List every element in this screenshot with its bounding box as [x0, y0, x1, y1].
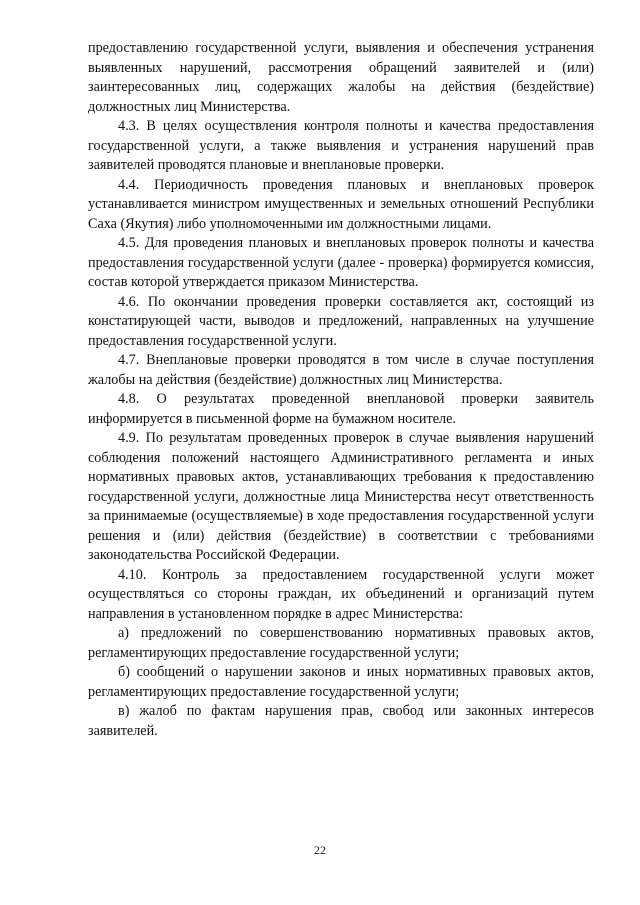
page-number: 22 — [314, 843, 326, 857]
paragraph-4-10: 4.10. Контроль за предоставлением государственной услуги может осуществляться со стороны граждан, их объединений и организаций путем направления в установленном порядке в адрес Министерства: — [88, 566, 594, 622]
document-body — [88, 39, 594, 741]
paragraph-continuation: предоставлению государственной услуги, выявления и обеспечения устранения выявленных нарушений, рассмотрения обращений заявителей и (или) заинтересованных лиц, содержащих жалобы на действия (бездействие) должностных лиц Министерства. — [88, 40, 594, 115]
paragraph-4-3: 4.3. В целях осуществления контроля полноты и качества предоставления государственной услуги, а также выявления и устранения нарушений прав заявителей проводятся плановые и внеплановые проверки. — [88, 118, 594, 173]
paragraph-4-5: 4.5. Для проведения плановых и внеплановых проверок полноты и качества предоставления государственной услуги (далее - проверка) формируется комиссия, состав которой утверждается приказом Министерства. — [88, 235, 594, 290]
list-item-c: в) жалоб по фактам нарушения прав, свобод или законных интересов заявителей. — [88, 703, 594, 739]
list-item-a: а) предложений по совершенствованию нормативных правовых актов, регламентирующих предоставление государственной услуги; — [88, 625, 594, 661]
paragraph-4-6: 4.6. По окончании проведения проверки составляется акт, состоящий из констатирующей части, выводов и предложений, направленных на улучшение предоставления государственной услуги. — [88, 293, 594, 349]
paragraph-4-8: 4.8. О результатах проведенной внеплановой проверки заявитель информируется в письменной форме на бумажном носителе. — [88, 391, 594, 427]
paragraph-4-9: 4.9. По результатам проведенных проверок в случае выявления нарушений соблюдения положений настоящего Административного регламента и иных нормативных правовых актов, устанавливающих требования к предоставлению государственной услуги, должностные лица Министерства несут ответственность за принимаемые (осуществляемые) в ходе предоставления государственной услуги решения и (или) действия (бездействие) в соответствии с требованиями законодательства Российской Федерации. — [88, 430, 594, 563]
paragraph-4-4: 4.4. Периодичность проведения плановых и внеплановых проверок устанавливается министром имущественных и земельных отношений Республики Саха (Якутия) либо уполномоченными им должностными лицами. — [88, 176, 594, 232]
paragraph-4-7: 4.7. Внеплановые проверки проводятся в том числе в случае поступления жалобы на действия (бездействие) должностных лиц Министерства. — [88, 352, 594, 388]
list-item-b: б) сообщений о нарушении законов и иных нормативных правовых актов, регламентирующих предоставление государственной услуги; — [88, 664, 594, 700]
